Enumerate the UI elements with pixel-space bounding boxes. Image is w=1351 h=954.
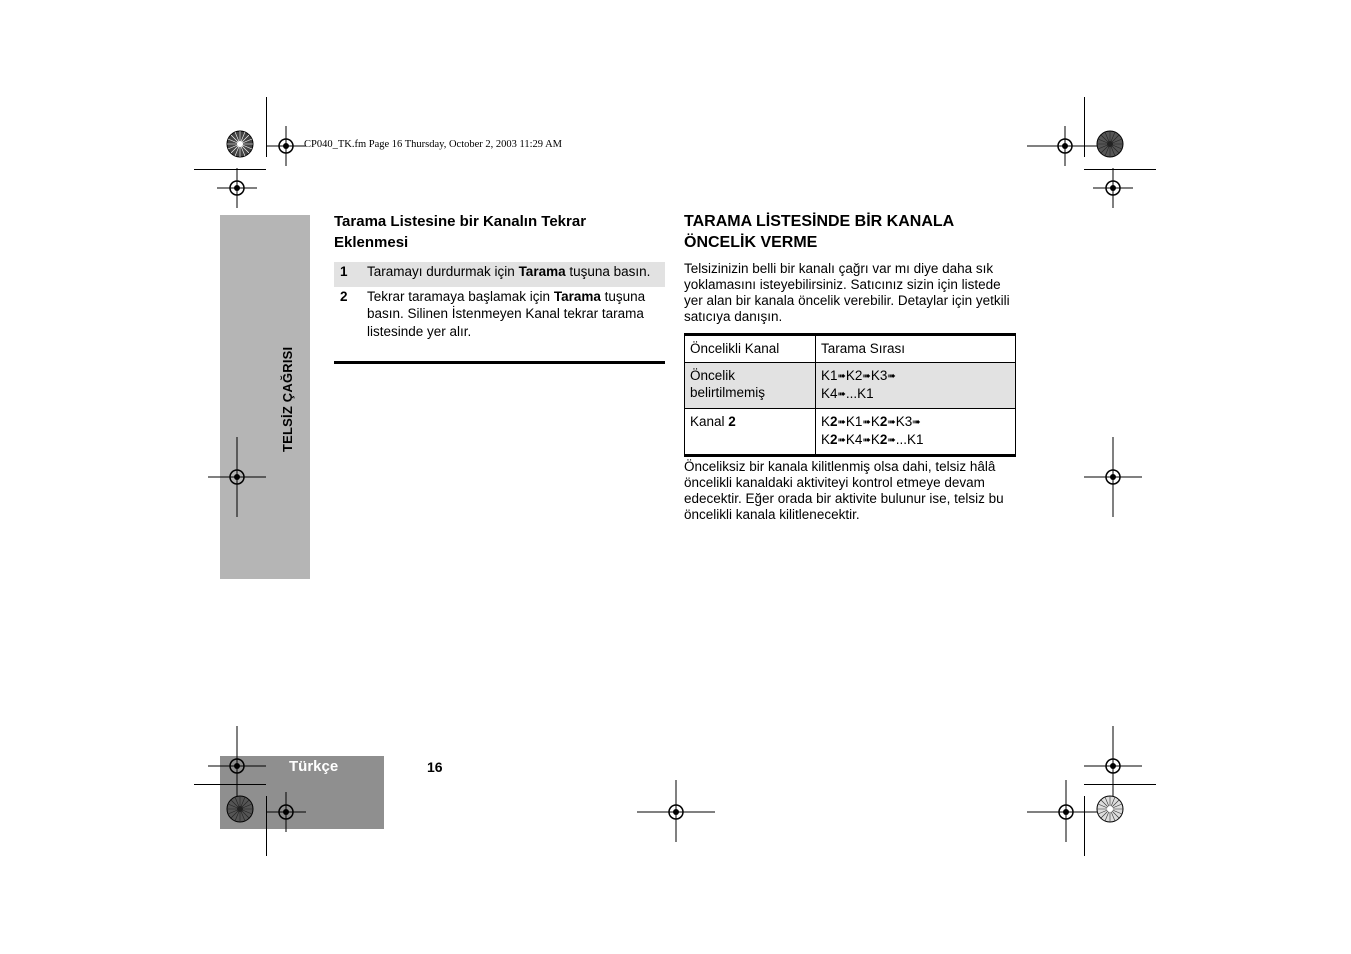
star-target-icon xyxy=(226,130,254,158)
priority-table xyxy=(684,333,1016,457)
registration-mark-icon xyxy=(1093,168,1133,208)
table-header-cell: Tarama Sırası xyxy=(816,335,1016,363)
page-number: 16 xyxy=(427,759,443,775)
table-header-cell: Öncelikli Kanal xyxy=(685,335,816,363)
step-item xyxy=(334,287,665,347)
registration-mark-icon xyxy=(266,126,306,166)
side-tab xyxy=(220,215,310,579)
registration-mark-icon xyxy=(1084,437,1142,517)
file-header: CP040_TK.fm Page 16 Thursday, October 2, 2003 11:29 AM xyxy=(304,139,563,150)
scan-sequence-cell: K1➠K2➠K3➠ K4➠...K1 xyxy=(816,362,1016,408)
side-tab-label: TELSİZ ÇAĞRISI xyxy=(280,346,295,452)
registration-mark-icon xyxy=(1027,780,1105,842)
registration-mark-icon xyxy=(637,780,715,842)
registration-mark-icon xyxy=(217,168,257,208)
table-cell: Öncelik belirtilmemiş xyxy=(685,362,816,408)
step-item xyxy=(334,262,665,287)
outro-paragraph: Önceliksiz bir kanala kilitlenmiş olsa dahi, telsiz hâlâ öncelikli kanaldaki aktiviteyi kontrol etmeye devam edecektir. Eğer orada bir aktivite bulunur ise, telsiz bu öncelikli kanala kilitlenecektir. xyxy=(684,459,1004,522)
table-cell: Kanal 2 xyxy=(685,408,816,455)
registration-mark-icon xyxy=(208,437,266,517)
step-number: 2 xyxy=(340,288,348,304)
left-section-title: Tarama Listesine bir Kanalın Tekrar Eklenmesi xyxy=(334,213,587,251)
registration-mark-icon xyxy=(1027,126,1105,166)
star-target-icon xyxy=(226,795,254,823)
star-target-icon xyxy=(1096,795,1124,823)
intro-paragraph: Telsizinizin belli bir kanalı çağrı var mı diye daha sık yoklamasını isteyebilirsiniz. Satıcınız sizin için listede yer alan bir kanala öncelik verebilir. Detaylar için yetkili satıcıya danışın. xyxy=(684,261,1010,324)
table-row xyxy=(685,408,1016,455)
table-header-row xyxy=(685,335,1016,363)
step-text: Tekrar taramaya başlamak için Tarama tuşuna basın. Silinen İstenmeyen Kanal tekrar tarama listesinde yer alır. xyxy=(367,288,646,339)
section-end-rule xyxy=(334,361,665,364)
footer-language-label: Türkçe xyxy=(289,758,339,775)
scan-sequence-cell: K2➠K1➠K2➠K3➠ K2➠K4➠K2➠...K1 xyxy=(816,408,1016,455)
step-text: Taramayı durdurmak için Tarama tuşuna basın. xyxy=(367,264,651,279)
step-number: 1 xyxy=(340,264,348,279)
star-target-icon xyxy=(1096,130,1124,158)
right-section-title: TARAMA LİSTESİNDE BİR KANALA ÖNCELİK VERME xyxy=(684,213,954,251)
registration-mark-icon xyxy=(266,792,306,832)
registration-mark-icon xyxy=(208,726,266,806)
steps-list xyxy=(334,262,665,346)
table-row xyxy=(685,362,1016,408)
